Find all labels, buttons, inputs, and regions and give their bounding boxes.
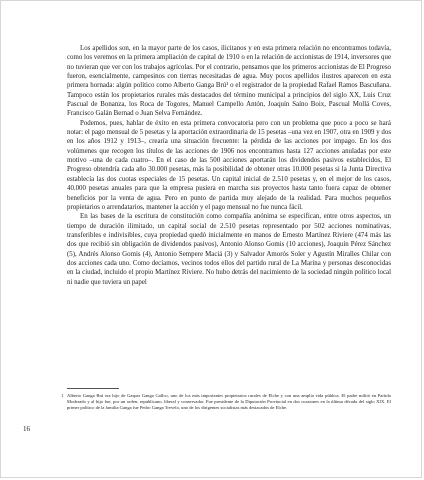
footnote (61, 393, 391, 411)
page-number: 16 (23, 425, 30, 433)
footnote-number: 1 (61, 393, 64, 398)
body-text (67, 44, 391, 287)
paragraph-3: En las bases de la escritura de constitución como compañía anónima se especifican, entre otros aspectos, un tiempo de duración ilimitado, un capital social de 2.510 pesetas representado por 502 acciones nominativas, transferibles e indivisibles, cuya propiedad quedó inicialmente en manos de Ernesto Martínez Riviere (474 más las dos que recibió sin obligación de dividendos pasivos), Antonio Alonso Gomis (10 acciones), Joaquín Pérez Sánchez (5), Andrés Alonso Gomis (4), Antonio Sempere Maciá (3) y Salvador Amorós Soler y Agustín Miralles Chilar con dos acciones cada uno. Como decíamos, vecinos todos ellos del partido rural de La Marina y personas desconocidas en la ciudad, incluido el propio Martínez Riviere. No hubo detrás del nacimiento de la sociedad ningún político local ni nadie que tuviera un papel (67, 213, 391, 286)
footnote-text: Alberto Ganga Brú era hijo de Gaspar Ganga Gallco, uno de los más importantes propietarios rurales de Elche y con una amplia vida pública. El padre militó en Partido Moderado y al hijo fue, por un orden, republicano, liberal y conservador. Fue presidente de la Diputación Provincial en dos ocasiones en la última década del siglo XIX. El primer político de la familia Ganga fue Pedro Ganga Trevelo, uno de los dirigentes socialistas más destacados de Elche. (67, 393, 391, 411)
paragraph-1: Los apellidos son, en la mayor parte de los casos, ilicitanos y en esta primera relación no encontramos todavía, como los veremos en la primera ampliación de capital de 1910 o en la relación de accionistas de 1914, inversores que no tuvieran que ver con los trabajos agrícolas. Por el contrario, pensamos que los primeros accionistas de El Progreso fueron, esencialmente, campesinos con tierras necesitadas de agua. Muy pocos apellidos ilustres aparecen en esta primera hornada: algún político como Alberto Ganga Brú¹ o el registrador de la propiedad Rafael Ramos Bascuñana. Tampoco están los propietarios rurales más destacados del término municipal a principios del siglo XX, Luis Cruz Pascual de Bonanza, los Roca de Togores, Manuel Campello Antón, Joaquín Saíno Boix, Pascual Mollá Coves, Francisco Galán Bernad o Juan Selva Fernández. (67, 45, 391, 118)
paragraph-2: Podemos, pues, hablar de éxito en esta primera convocatoria pero con un problema que poco a poco se hará notar: el pago mensual de 5 pesetas y la aportación extraordinaria de 15 pesetas –una vez en 1907, otra en 1909 y dos en los años 1912 y 1913–, crearía una situación frecuente: la pérdida de las acciones por impago. En los dos volúmenes que recogen los títulos de las acciones de 1906 nos encontramos hasta 127 acciones anuladas por este motivo –una de cada cuatro–. En el caso de las 500 acciones aportarán los dividendos pasivos establecidos, El Progreso obtendría cada año 30.000 pesetas, más la posibilidad de obtener otras 10.000 pesetas si la Junta Directiva establecía las dos cuotas especiales de 15 pesetas. Un capital inicial de 2.510 pesetas y, en el mejor de los casos, 40.000 pesetas anuales para que la empresa pusiera en marcha sus proyectos hasta tanto fuera capaz de obtener beneficios por la venta de agua. Pero en punto de partida muy alejado de la realidad. Para muchos pequeños propietarios o arrendatarios, mantener la acción y el pago mensual no fue nunca fácil. (67, 119, 391, 211)
footnote-divider (67, 388, 119, 389)
